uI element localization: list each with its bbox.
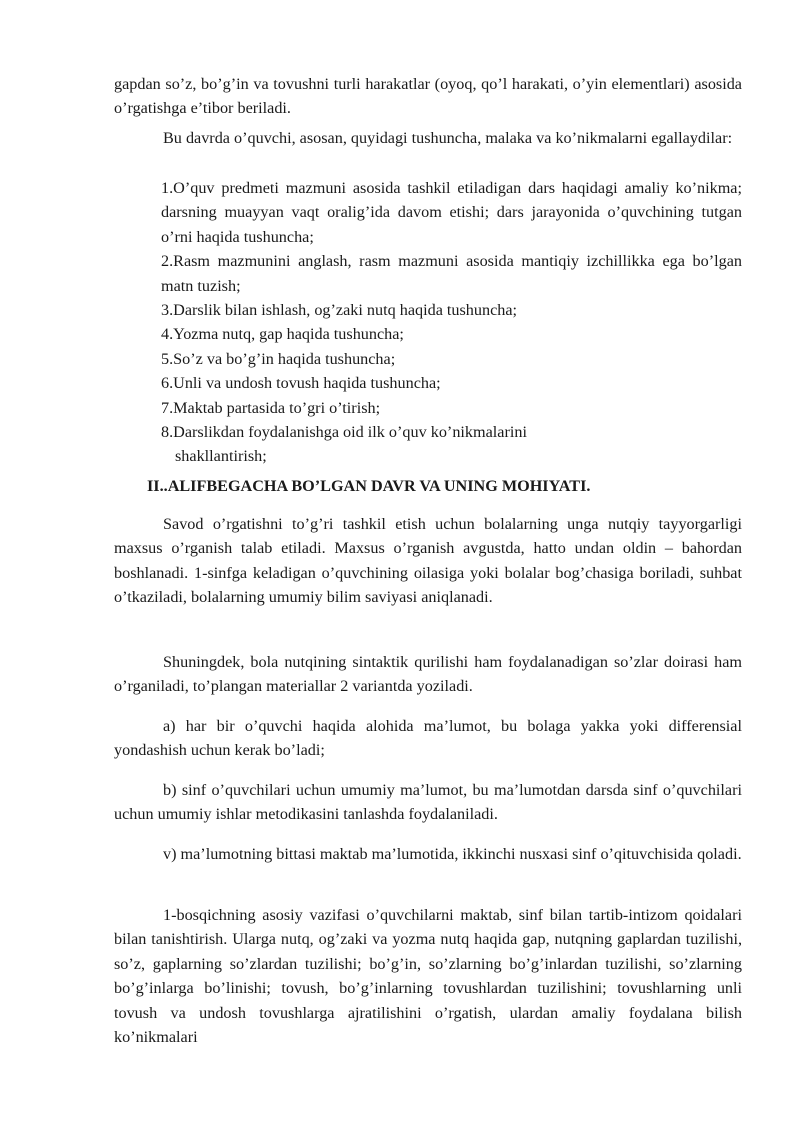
- list-item: 5.So’z va bo’g’in haqida tushuncha;: [161, 349, 396, 368]
- body-paragraph: Savod o’rgatishni to’g’ri tashkil etish uchun bolalarning unga nutqiy tayyorgarligi maxsus o’rganish talab etiladi. Maxsus o’rganish avgustda, hatto undan oldin – bahordan boshlanadi. 1-sinfga keladigan o’quvchining oilasiga yoki bolalar bog’chasiga boriladi, suhbat o’tkaziladi, bolalarning umumiy bilim saviyasi aniqlanadi.: [114, 515, 742, 607]
- skills-list: [161, 176, 742, 469]
- list-paragraph-a: a) har bir o’quvchi haqida alohida ma’lumot, bu bolaga yakka yoki differensial yondashish uchun kerak bo’ladi;: [114, 717, 742, 760]
- list-item: 7.Maktab partasida to’gri o’tirish;: [161, 398, 381, 417]
- list-item-continuation: shakllantirish;: [175, 447, 267, 466]
- list-item: 6.Unli va undosh tovush haqida tushuncha;: [161, 374, 441, 393]
- section-heading: II..ALIFBEGACHA BO’LGAN DAVR VA UNING MOHIYATI.: [147, 477, 591, 495]
- list-item: 2.Rasm mazmunini anglash, rasm mazmuni asosida mantiqiy izchillikka ega bo’lgan matn tuzish;: [161, 252, 742, 295]
- list-item: 3.Darslik bilan ishlash, og’zaki nutq haqida tushuncha;: [161, 301, 518, 320]
- list-item: 4.Yozma nutq, gap haqida tushuncha;: [161, 325, 404, 344]
- list-item: 1.O’quv predmeti mazmuni asosida tashkil etiladigan dars haqidagi amaliy ko’nikma; darsning muayyan vaqt oralig’ida davom etishi; dars jarayonida o’quvchining tutgan o’rni haqida tushuncha;: [161, 179, 742, 246]
- list-item-line: 8.Darslikdan foydalanishga oid ilk o’quv ko’nikmalarini: [161, 423, 527, 442]
- body-paragraph: 1-bosqichning asosiy vazifasi o’quvchilarni maktab, sinf bilan tartib-intizom qoidalari bilan tanishtirish. Ularga nutq, og’zaki va yozma nutq haqida gap, nutqning gaplardan tuzilishi, so’z, gaplarning so’zlardan tuzilishi; bo’g’in, so’zlarning bo’g’inlardan tuzilishi, so’zlarning bo’g’inlarga bo’linishi; tovush, bo’g’inlarning tovushlardan tuzilishini; tovushlarning unli tovush va undosh tovushlarga ajratilishini o’rgatish, ulardan amaliy foydalana bilish ko’nikmalari: [114, 906, 742, 1047]
- list-paragraph-v: v) ma’lumotning bittasi maktab ma’lumotida, ikkinchi nusxasi sinf o’qituvchisida qoladi.: [163, 845, 742, 863]
- period-paragraph: Bu davrda o’quvchi, asosan, quyidagi tushuncha, malaka va ko’nikmalarni egallaydilar:: [163, 129, 733, 147]
- intro-paragraph: gapdan so’z, bo’g’in va tovushni turli harakatlar (oyoq, qo’l harakati, o’yin elementlari) asosida o’rgatishga e’tibor beriladi.: [114, 75, 742, 118]
- list-paragraph-b: b) sinf o’quvchilari uchun umumiy ma’lumot, bu ma’lumotdan darsda sinf o’quvchilari uchun umumiy ishlar metodikasini tanlashda foydalaniladi.: [114, 781, 742, 824]
- list-item: [161, 420, 742, 469]
- body-paragraph: Shuningdek, bola nutqining sintaktik qurilishi ham foydalanadigan so’zlar doirasi ham o’rganiladi, to’plangan materiallar 2 variantda yoziladi.: [114, 653, 742, 696]
